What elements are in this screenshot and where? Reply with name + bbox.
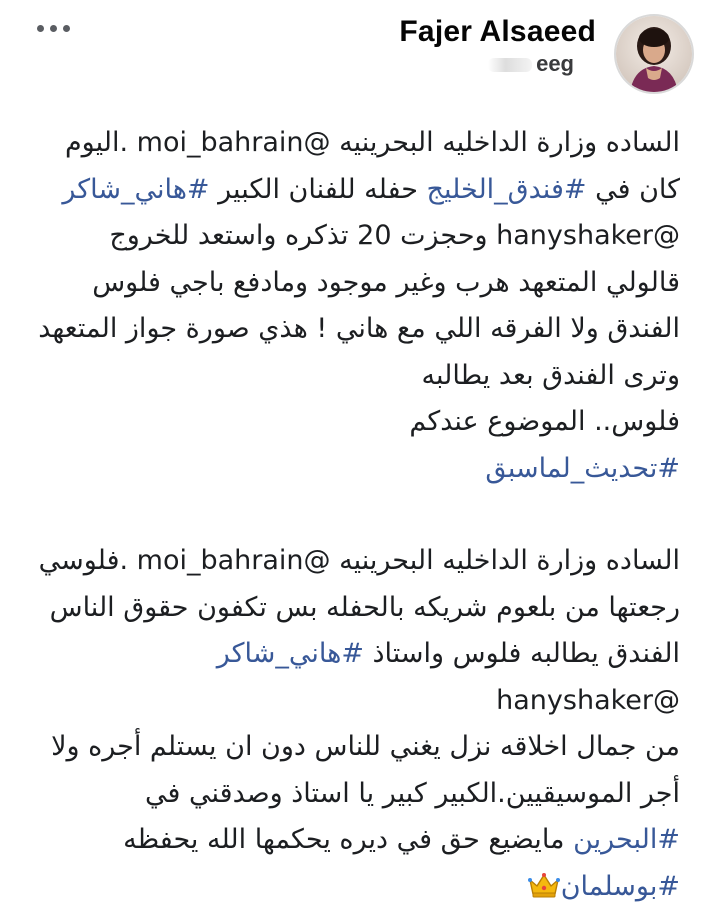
blurred-region <box>488 58 532 72</box>
post-body <box>28 120 680 914</box>
p2-line5: أجر الموسيقيين.الكبير كبير يا استاذ وصدقني في <box>28 771 680 818</box>
hashtag-link[interactable]: #هاني_شاكر <box>62 174 209 205</box>
post-header <box>0 0 708 100</box>
author-subtitle <box>399 50 574 78</box>
p1-line6: وترى الفندق بعد يطالبه <box>28 353 680 400</box>
p1-line2-text-b: حفله للفنان الكبير <box>210 174 427 205</box>
more-horizontal-icon <box>37 25 44 32</box>
hashtag-link[interactable]: #تحديث_لماسبق <box>485 453 680 484</box>
p2-line3 <box>28 631 680 724</box>
paragraph-gap <box>28 492 680 538</box>
p1-line2 <box>28 167 680 214</box>
p2-line3-text-a: الفندق يطالبه فلوس واستاذ <box>364 638 680 669</box>
hashtag-link[interactable]: #البحرين <box>573 824 680 855</box>
hashtag-link[interactable]: #هاني_شاكر <box>217 638 364 669</box>
hashtag-link[interactable]: #فندق_الخليج <box>427 174 587 205</box>
p1-line2-text-a: كان في <box>587 174 681 205</box>
author-name[interactable]: Fajer Alsaeed <box>399 14 596 50</box>
p1-line1: الساده وزارة الداخليه البحرينيه @moi_bahrain .اليوم <box>28 120 680 167</box>
avatar[interactable] <box>614 14 694 94</box>
p2-line4: من جمال اخلاقه نزل يغني للناس دون ان يستلم أجره ولا <box>28 724 680 771</box>
avatar-photo <box>616 16 692 92</box>
p1-line7: فلوس.. الموضوع عندكم <box>28 399 680 446</box>
p1-line5: الفندق ولا الفرقه اللي مع هاني ! هذي صورة جواز المتعهد <box>28 306 680 353</box>
p2-line7 <box>28 864 680 914</box>
more-options-button[interactable] <box>28 10 78 46</box>
p2-line6-text: مايضيع حق في ديره يحكمها الله يحفظه <box>123 824 573 855</box>
more-horizontal-icon-dot <box>63 25 70 32</box>
hashtag-link[interactable]: #بوسلمان <box>561 871 680 902</box>
p2-line1: الساده وزارة الداخليه البحرينيه @moi_bahrain .فلوسي <box>28 538 680 585</box>
p2-line6 <box>28 817 680 864</box>
crown-emoji-icon <box>527 868 561 914</box>
more-horizontal-icon-dot <box>50 25 57 32</box>
p2-line3-text-b: @hanyshaker <box>496 685 680 716</box>
author-block <box>399 14 596 78</box>
p2-line2: رجعتها من بلعوم شريكه بالحفله بس تكفون حقوق الناس <box>28 585 680 632</box>
p1-line4: قالولي المتعهد هرب وغير موجود ومادفع باجي فلوس <box>28 260 680 307</box>
p1-tag-line <box>28 446 680 493</box>
author-subtitle-text: eeg <box>536 51 574 76</box>
p1-line3: @hanyshaker وحجزت 20 تذكره واستعد للخروج <box>28 213 680 260</box>
